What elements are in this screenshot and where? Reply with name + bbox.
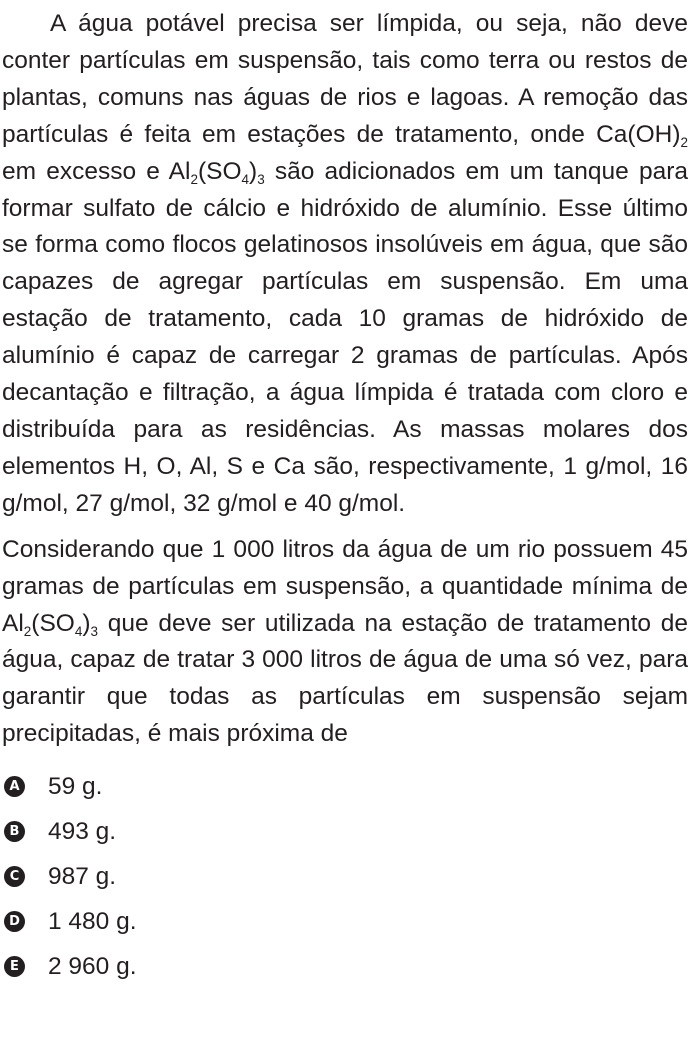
option-letter-b-badge: B (4, 821, 25, 842)
context-text-1: A água potável precisa ser límpida, ou seja, não deve conter partículas em suspensão, tais como terra ou restos de plantas, comuns nas águas de rios e lagoas. A remoção das partículas é feita em estações de tratamento, onde Ca(OH) (2, 10, 688, 148)
context-text-4: ) (249, 157, 258, 185)
context-text-5: são adicionados em um tanque para formar sulfato de cálcio e hidróxido de alumínio. Esse último se forma como flocos gelatinosos insolúveis em água, que são capazes de agregar partículas em suspensão. Em uma estação de tratamento, cada 10 gramas de hidróxido de alumínio é capaz de carregar 2 gramas de partículas. Após decantação e filtração, a água límpida é tratada com cloro e distribuída para as residências. As massas molares dos elementos H, O, Al, S e Ca são, respectivamente, 1 g/mol, 16 g/mol, 27 g/mol, 32 g/mol e 40 g/mol. (2, 157, 688, 517)
option-letter-e-badge: E (4, 956, 25, 977)
option-letter-d-badge: D (4, 911, 25, 932)
option-letter-a-badge: A (4, 776, 25, 797)
answer-option-e[interactable] (2, 944, 688, 989)
answer-option-c[interactable] (2, 854, 688, 899)
answer-options-list (2, 764, 688, 989)
prompt-text-4: que deve ser utilizada na estação de tratamento de água, capaz de tratar 3 000 litros de água de uma só vez, para garantir que todas as partículas em suspensão sejam precipitadas, é mais próxima de (2, 609, 688, 748)
prompt-text-3: ) (82, 609, 91, 637)
option-letter-c-badge: C (4, 866, 25, 887)
answer-option-d[interactable] (2, 899, 688, 944)
prompt-subscript-al: 2 (23, 623, 32, 639)
option-e-text: 2 960 g. (48, 952, 137, 980)
prompt-text-2: (SO (31, 609, 75, 637)
question-context-paragraph (2, 6, 688, 523)
prompt-subscript-so4: 4 (74, 623, 83, 639)
option-c-text: 987 g. (48, 862, 117, 890)
option-d-text: 1 480 g. (48, 907, 137, 935)
subscript-al: 2 (190, 171, 198, 187)
option-a-text: 59 g. (48, 772, 103, 800)
subscript-so4-group: 3 (257, 171, 265, 187)
answer-option-a[interactable] (2, 764, 688, 809)
context-text-2: em excesso e Al (2, 157, 191, 185)
subscript-so4: 4 (241, 171, 250, 187)
subscript-ca-oh: 2 (680, 134, 688, 150)
prompt-text-1: Considerando que 1 000 litros da água de um rio possuem 45 gramas de partículas em suspensão, a quantidade mínima de Al (2, 535, 688, 637)
question-prompt-paragraph (2, 532, 688, 753)
prompt-subscript-so4-group: 3 (90, 623, 99, 639)
option-b-text: 493 g. (48, 817, 117, 845)
answer-option-b[interactable] (2, 809, 688, 854)
context-text-3: (SO (197, 157, 242, 185)
